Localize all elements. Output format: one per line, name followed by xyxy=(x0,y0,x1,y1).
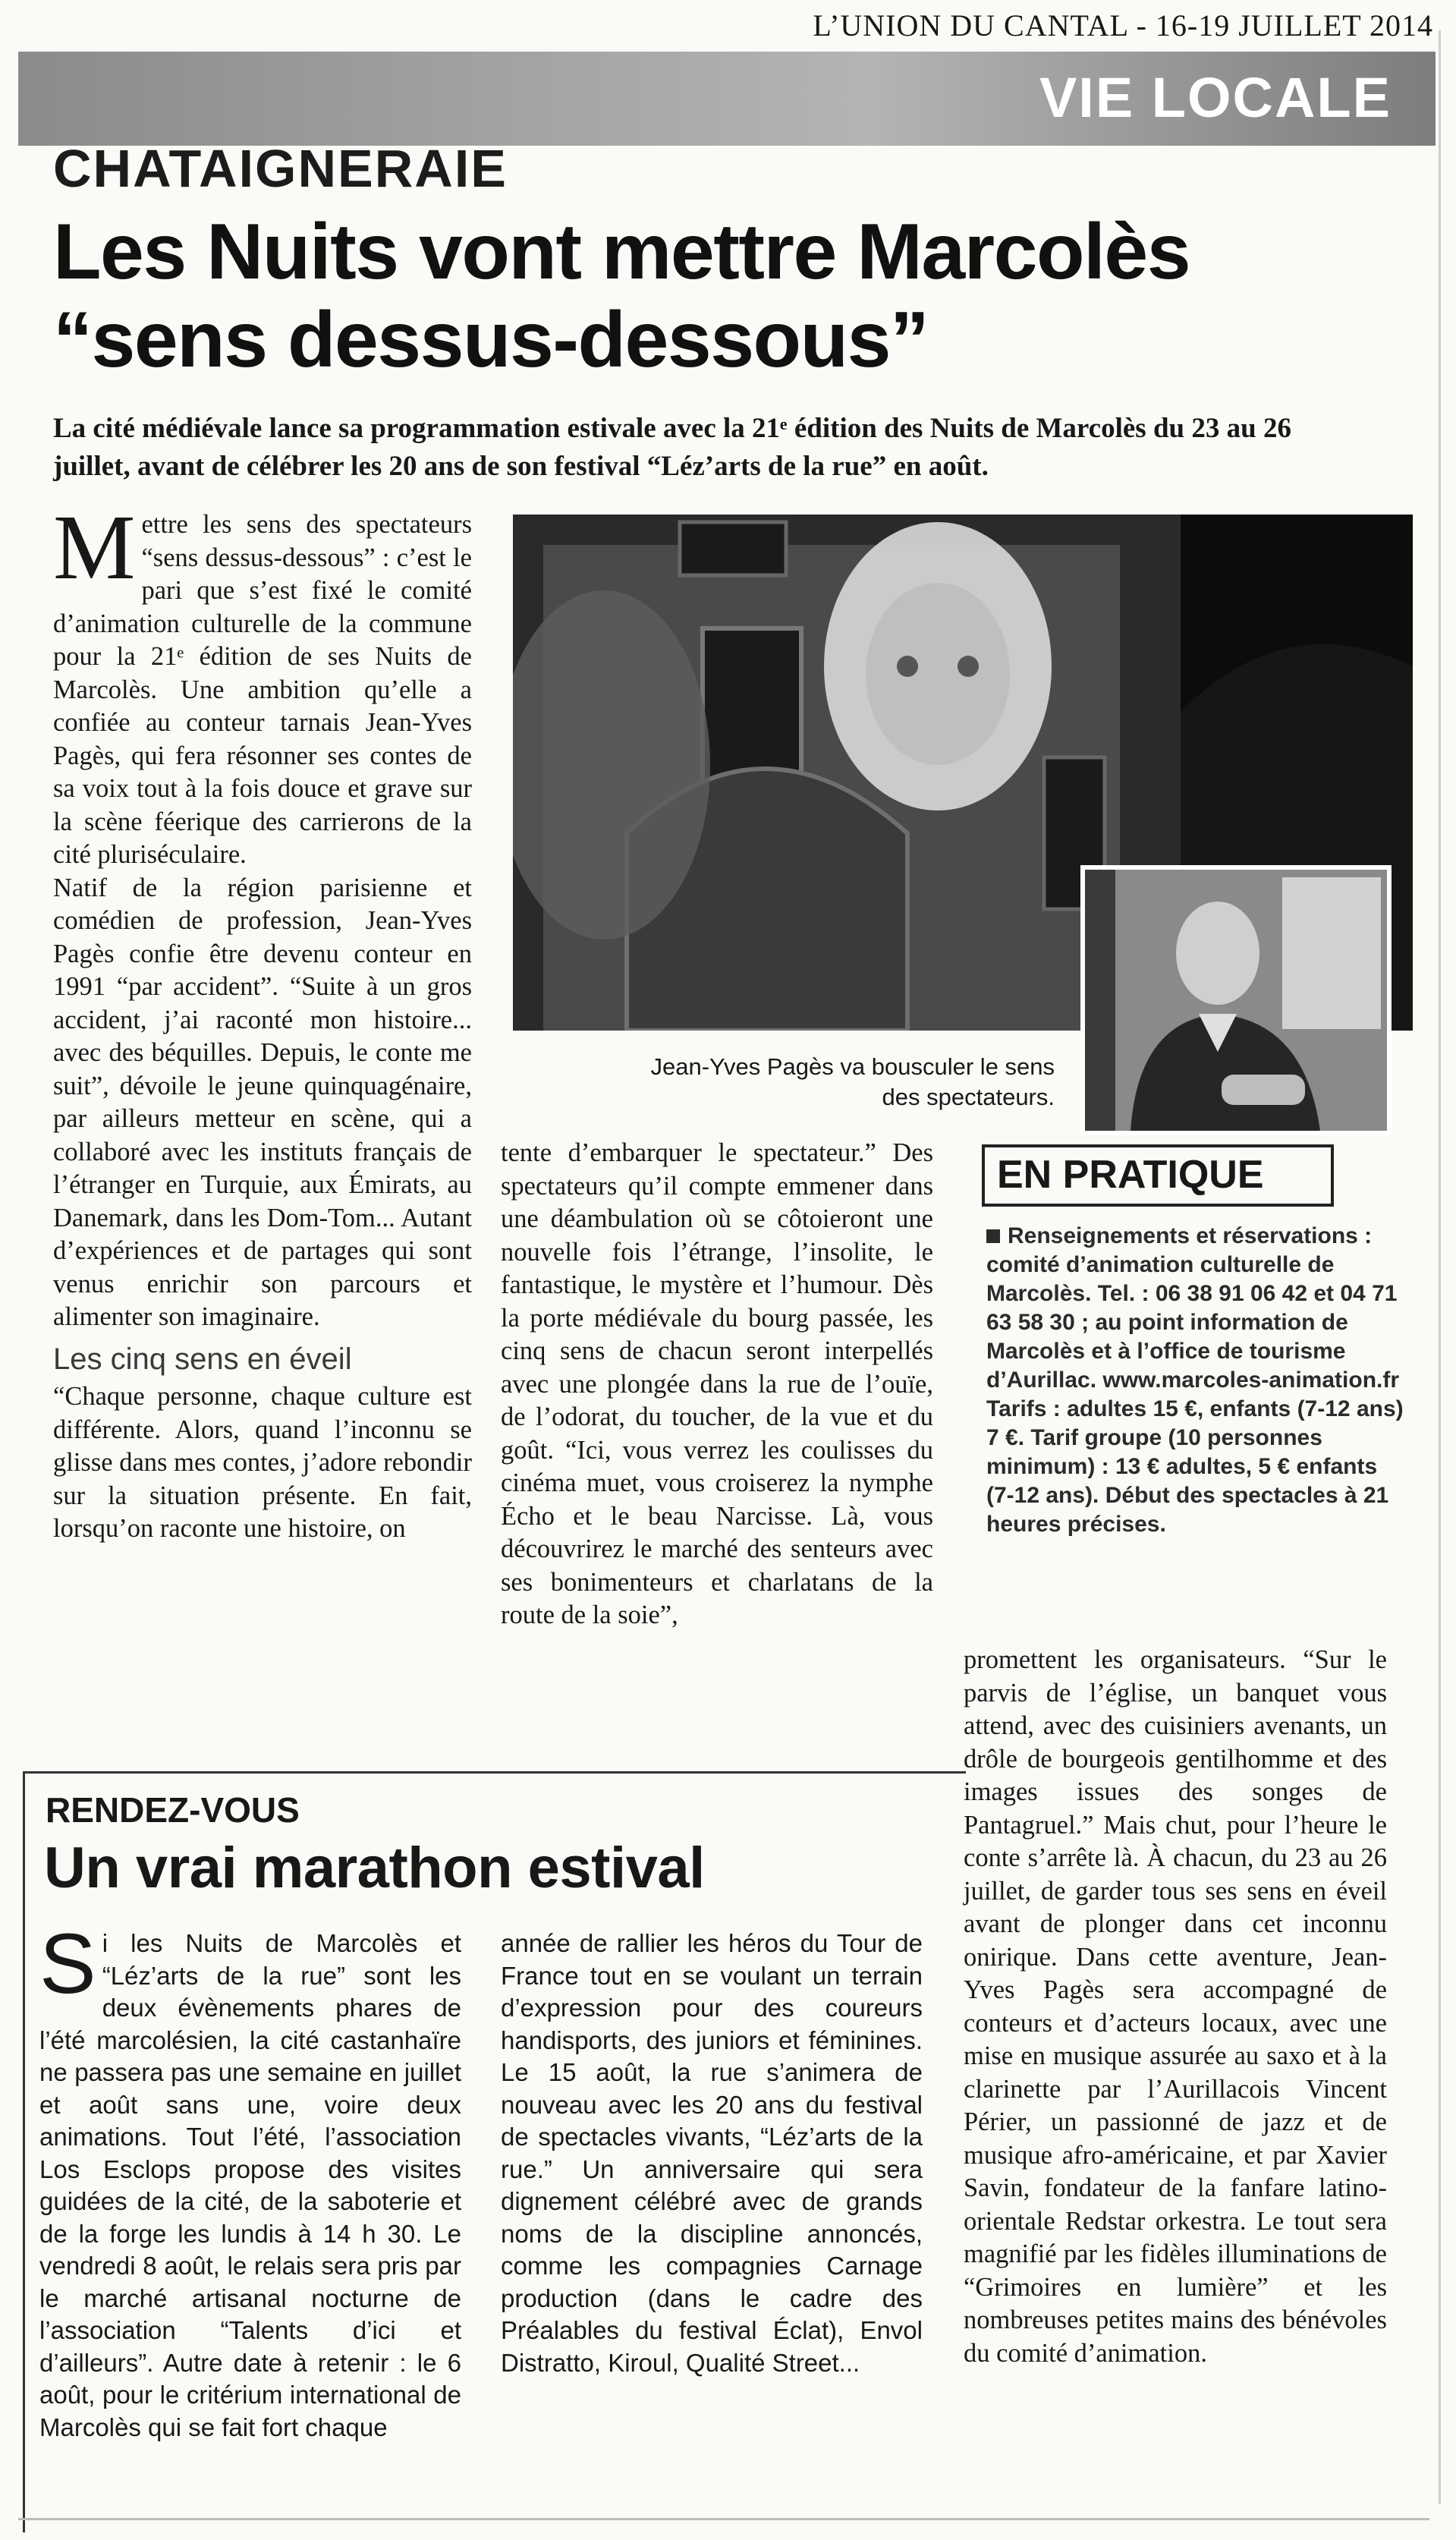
article-column-1 xyxy=(53,496,472,1546)
en-pratique-body: Renseignements et réservations : comité d’animation culturelle de Marcolès. Tel. : 06 38 91 06 42 et 04 71 63 58 30 ; au point information de Marcolès et à l’office de tourisme d’Aurillac. www.marcoles-animation.fr Tarifs : adultes 15 €, enfants (7-12 ans) 7 €. Tarif groupe (10 personnes minimum) : 13 € adultes, 5 € enfants (7-12 ans). Début des spectacles à 21 heures précises. xyxy=(986,1223,1404,1537)
photo-caption: Jean-Yves Pagès va bousculer le sens des spectateurs. xyxy=(650,1053,1055,1110)
en-pratique-text xyxy=(986,1222,1411,1539)
page-edge xyxy=(1439,30,1441,2504)
section-bar xyxy=(18,52,1436,146)
subheading: Les cinq sens en éveil xyxy=(53,1342,352,1376)
paragraph-text: ettre les sens des spectateurs “sens dessus-dessous” : c’est le pari que s’est fixé le comité d’animation culturelle de la commune pour la 21ᵉ édition de ses Nuits de Marcolès. Une ambition qu’elle a confiée au conteur tarnais Jean-Yves Pagès, qui fera résonner ses contes de sa voix tout à la fois douce et grave sur la scène féerique des carrierons de la cité pluriséculaire. xyxy=(53,510,472,869)
square-bullet-icon xyxy=(986,1229,1000,1243)
headline-line-1: Les Nuits vont mettre Marcolès xyxy=(53,208,1190,296)
drop-cap: M xyxy=(53,496,136,599)
paragraph: promettent les organisateurs. “Sur le parvis de l’église, un banquet vous attend, avec des cuisiniers avenants, un drôle de bourgeois gentilhomme et des images issues des songes de Pantagruel.” Mais chut, pour l’heure le conte s’arrête là. À chacun, du 23 au 26 juillet, de garder tous ses sens en éveil avant de plonger dans cet inconnu onirique. Dans cette aventure, Jean-Yves Pagès sera accompagné de conteurs et d’acteurs locaux, avec une mise en musique assurée au saxo et à la clarinette par l’Aurillacois Vincent Périer, un passionné de jazz et de musique afro-américaine, et par Xavier Savin, fondateur de la fanfare latino-orientale Redstar orkestra. Le tout sera magnifié par les fidèles illuminations de “Grimoires en lumière” et les nombreuses petites mains des bénévoles du comité d’animation. xyxy=(964,1645,1387,2368)
en-pratique-title: EN PRATIQUE xyxy=(997,1153,1264,1197)
portrait-illustration xyxy=(1085,870,1387,1131)
paragraph: année de rallier les héros du Tour de France tout en se voulant un terrain d’expression pour des coureurs handisports, des juniors et féminines. Le 15 août, la rue s’animera de nouveau avec les 20 ans du festival de spectacles vivants, “Léz’arts de la rue.” Un anniversaire qui sera dignement célébré avec de grands noms de la discipline annoncés, comme les compagnies Carnage production (dans le cadre des Préalables du festival Éclat), Envol Distratto, Kiroul, Qualité Street... xyxy=(501,1929,923,2377)
article-headline xyxy=(53,208,1404,384)
drop-cap: S xyxy=(39,1916,96,2011)
masthead: L’UNION DU CANTAL - 16-19 JUILLET 2014 xyxy=(813,8,1433,42)
headline-line-2: “sens dessus-dessous” xyxy=(53,296,929,384)
rendez-vous-kicker: RENDEZ-VOUS xyxy=(46,1790,300,1830)
paragraph: tente d’embarquer le spectateur.” Des spectateurs qu’il compte emmener dans une déambulation où se côtoieront une nouvelle fois l’étrange, l’insolite, le fantastique, le mystère et l’humour. Dès la porte médiévale du bourg passée, les cinq sens de chacun seront interpellés avec une plongée dans la rue de l’ouïe, de l’odorat, du toucher, de la vue et du goût. “Ici, vous verrez les coulisses du cinéma muet, vous croiserez la nymphe Écho et le beau Narcisse. Là, vous découvrirez le marché des senteurs avec ses bonimenteurs et charlatans de la route de la soie”, xyxy=(501,1138,933,1629)
section-label: VIE LOCALE xyxy=(1039,66,1392,129)
rendez-vous-column-1 xyxy=(39,1916,461,2444)
article-lede: La cité médiévale lance sa programmation estivale avec la 21ᵉ édition des Nuits de Marcolès du 23 au 26 juillet, avant de célébrer les 20 ans de son festival “Léz’arts de la rue” en août. xyxy=(53,413,1291,482)
paragraph xyxy=(53,496,472,872)
rendez-vous-column-2 xyxy=(501,1928,923,2379)
paragraph: Natif de la région parisienne et comédien de profession, Jean-Yves Pagès confie être devenu conteur en 1991 “par accident”. “Suite à un gros accident, j’ai raconté mon histoire... avec des béquilles. Depuis, le conte me suit”, dévoile le jeune quinquagénaire, par ailleurs metteur en scène, qui a collaboré avec les instituts français de l’étranger en Turquie, aux Émirats, au Danemark, dans les Dom-Tom... Autant d’expériences et de partages qui sont venus enrichir son parcours et alimenter son imaginaire. xyxy=(53,873,472,1331)
article-kicker: CHATAIGNERAIE xyxy=(53,139,508,198)
rendez-vous-title: Un vrai marathon estival xyxy=(44,1836,705,1900)
paragraph: “Chaque personne, chaque culture est différente. Alors, quand l’inconnu se glisse dans mes contes, j’adore rebondir sur la situation présente. En fait, lorsqu’on raconte une histoire, on xyxy=(53,1382,472,1543)
article-column-2 xyxy=(501,1137,933,1632)
bottom-rule xyxy=(18,2518,1429,2520)
paragraph xyxy=(39,1916,461,2444)
article-column-3 xyxy=(964,1644,1387,2370)
en-pratique-box xyxy=(982,1144,1334,1207)
paragraph-text: i les Nuits de Marcolès et “Léz’arts de la rue” sont les deux évènements phares de l’été marcolésien, la cité castanhaïre ne passera pas une semaine en juillet et août sans une, voire deux animations. Tout l’été, l’association Los Esclops propose des visites guidées de la cité, de la saboterie et de la forge les lundis à 14 h 30. Le vendredi 8 août, le relais sera pris par le marché artisanal nocturne de l’association “Talents d’ici et d’ailleurs”. Autre date à retenir : le 6 août, pour le critérium international de Marcolès qui se fait fort chaque xyxy=(39,1929,461,2441)
portrait-photo xyxy=(1080,865,1392,1135)
